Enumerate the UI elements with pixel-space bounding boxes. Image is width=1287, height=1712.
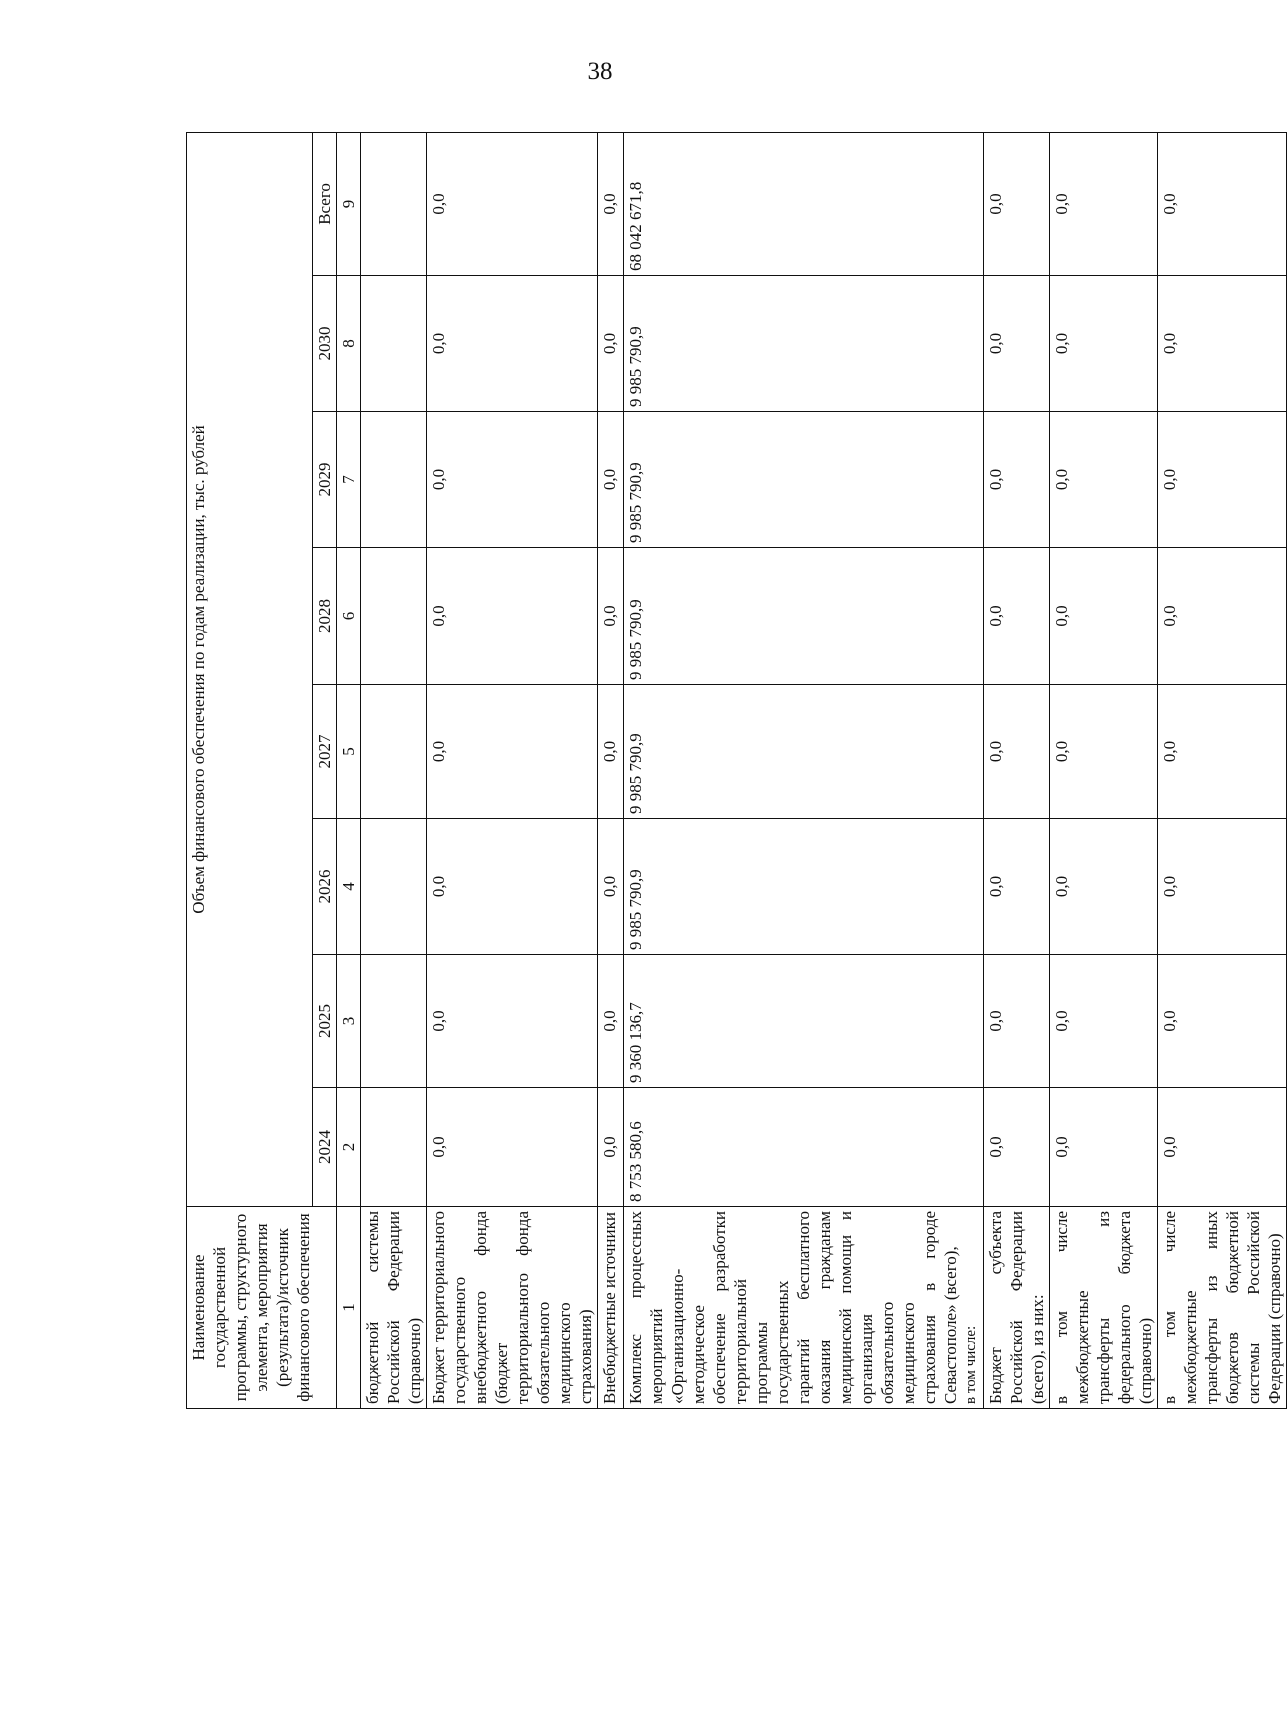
cell-value: 0,0 [1050,955,1158,1088]
cell-value [361,132,427,275]
column-number: 4 [337,819,361,955]
cell-value: 0,0 [598,955,624,1088]
column-number: 5 [337,685,361,819]
cell-value: 0,0 [427,819,598,955]
cell-value: 9 985 790,9 [624,548,984,685]
cell-value: 0,0 [1158,819,1287,955]
table-row [984,132,1050,1408]
row-name: в том числе межбюджетные трансферты из иных бюджетов бюджетной системы Российской Федерации (справочно) [1158,1207,1287,1409]
cell-value: 0,0 [984,1088,1050,1207]
row-name: бюджетной системы Российской Федерации (справочно) [361,1207,427,1409]
table-row [427,132,598,1408]
financing-table [186,132,1287,1409]
cell-value: 9 985 790,9 [624,685,984,819]
cell-value: 0,0 [598,132,624,275]
cell-value: 0,0 [1158,685,1287,819]
cell-value: 0,0 [427,132,598,275]
cell-value [361,412,427,548]
column-number: 7 [337,412,361,548]
rotated-table-wrapper [186,133,1284,1409]
cell-value: 0,0 [1050,132,1158,275]
cell-value: 9 985 790,9 [624,276,984,412]
cell-value: 9 985 790,9 [624,412,984,548]
cell-value: 0,0 [984,955,1050,1088]
cell-value: 0,0 [427,1088,598,1207]
cell-value: 0,0 [1158,276,1287,412]
cell-value: 9 360 136,7 [624,955,984,1088]
row-name: Бюджет территориального государственного внебюджетного фонда (бюджет территориального фонда обязательного медицинского страхования) [427,1207,598,1409]
cell-value: 0,0 [1050,1088,1158,1207]
cell-value: 0,0 [984,548,1050,685]
cell-value: 0,0 [1158,548,1287,685]
row-name-text: Комплекс процессных мероприятий «Организационно-методическое обеспечение разработки территориальной программы государственных гарантий бесплатного оказания гражданам медицинской помощи и организация обязательного медицинского страхования в городе Севастополе» (всего), [626,1211,960,1404]
row-note: в том числе: [963,1325,979,1404]
cell-value: 0,0 [427,412,598,548]
cell-value: 0,0 [598,819,624,955]
cell-value: 0,0 [984,412,1050,548]
table-row [361,132,427,1408]
table-row [1050,132,1158,1408]
cell-value: 0,0 [598,548,624,685]
cell-value: 0,0 [984,276,1050,412]
column-number: 9 [337,132,361,275]
header-row-1 [187,132,313,1408]
year-header: 2027 [313,685,337,819]
year-header: 2026 [313,819,337,955]
cell-value: 8 753 580,6 [624,1088,984,1207]
column-number: 6 [337,548,361,685]
column-number: 8 [337,276,361,412]
cell-value [361,1088,427,1207]
cell-value: 0,0 [1158,412,1287,548]
cell-value: 0,0 [984,685,1050,819]
cell-value [361,819,427,955]
year-header: 2025 [313,955,337,1088]
cell-value: 9 985 790,9 [624,819,984,955]
cell-value [361,955,427,1088]
row-name [624,1207,984,1409]
row-name: Внебюджетные источники [598,1207,624,1409]
cell-value: 0,0 [1050,819,1158,955]
cell-value: 0,0 [598,412,624,548]
year-header: 2029 [313,412,337,548]
cell-value: 0,0 [598,276,624,412]
table-row [598,132,624,1408]
row-name: Бюджет субъекта Российской Федерации (всего), из них: [984,1207,1050,1409]
row-name: в том числе межбюджетные трансферты из федерального бюджета (справочно) [1050,1207,1158,1409]
cell-value: 0,0 [1050,276,1158,412]
cell-value: 0,0 [427,548,598,685]
cell-value: 0,0 [1158,955,1287,1088]
column-number: 3 [337,955,361,1088]
cell-value [361,276,427,412]
table-row [1158,132,1287,1408]
cell-value: 0,0 [984,819,1050,955]
total-header: Всего [313,132,337,275]
cell-value: 0,0 [427,685,598,819]
cell-value: 0,0 [1050,412,1158,548]
name-column-header: Наименование государственной программы, структурного элемента, мероприятия (результата)/источник финансового обеспечения [187,1207,337,1409]
cell-value: 0,0 [598,1088,624,1207]
cell-value [361,548,427,685]
volume-header: Объем финансового обеспечения по годам реализации, тыс. рублей [187,132,313,1206]
cell-value: 0,0 [427,276,598,412]
cell-value: 0,0 [1158,1088,1287,1207]
page-number: 38 [587,58,613,85]
year-header: 2024 [313,1088,337,1207]
year-header: 2030 [313,276,337,412]
table-row [624,132,984,1408]
cell-value [361,685,427,819]
column-number: 1 [337,1207,361,1409]
cell-value: 68 042 671,8 [624,132,984,275]
cell-value: 0,0 [984,132,1050,275]
cell-value: 0,0 [1158,132,1287,275]
cell-value: 0,0 [427,955,598,1088]
column-number: 2 [337,1088,361,1207]
year-header: 2028 [313,548,337,685]
cell-value: 0,0 [598,685,624,819]
cell-value: 0,0 [1050,548,1158,685]
cell-value: 0,0 [1050,685,1158,819]
column-number-row [337,132,361,1408]
